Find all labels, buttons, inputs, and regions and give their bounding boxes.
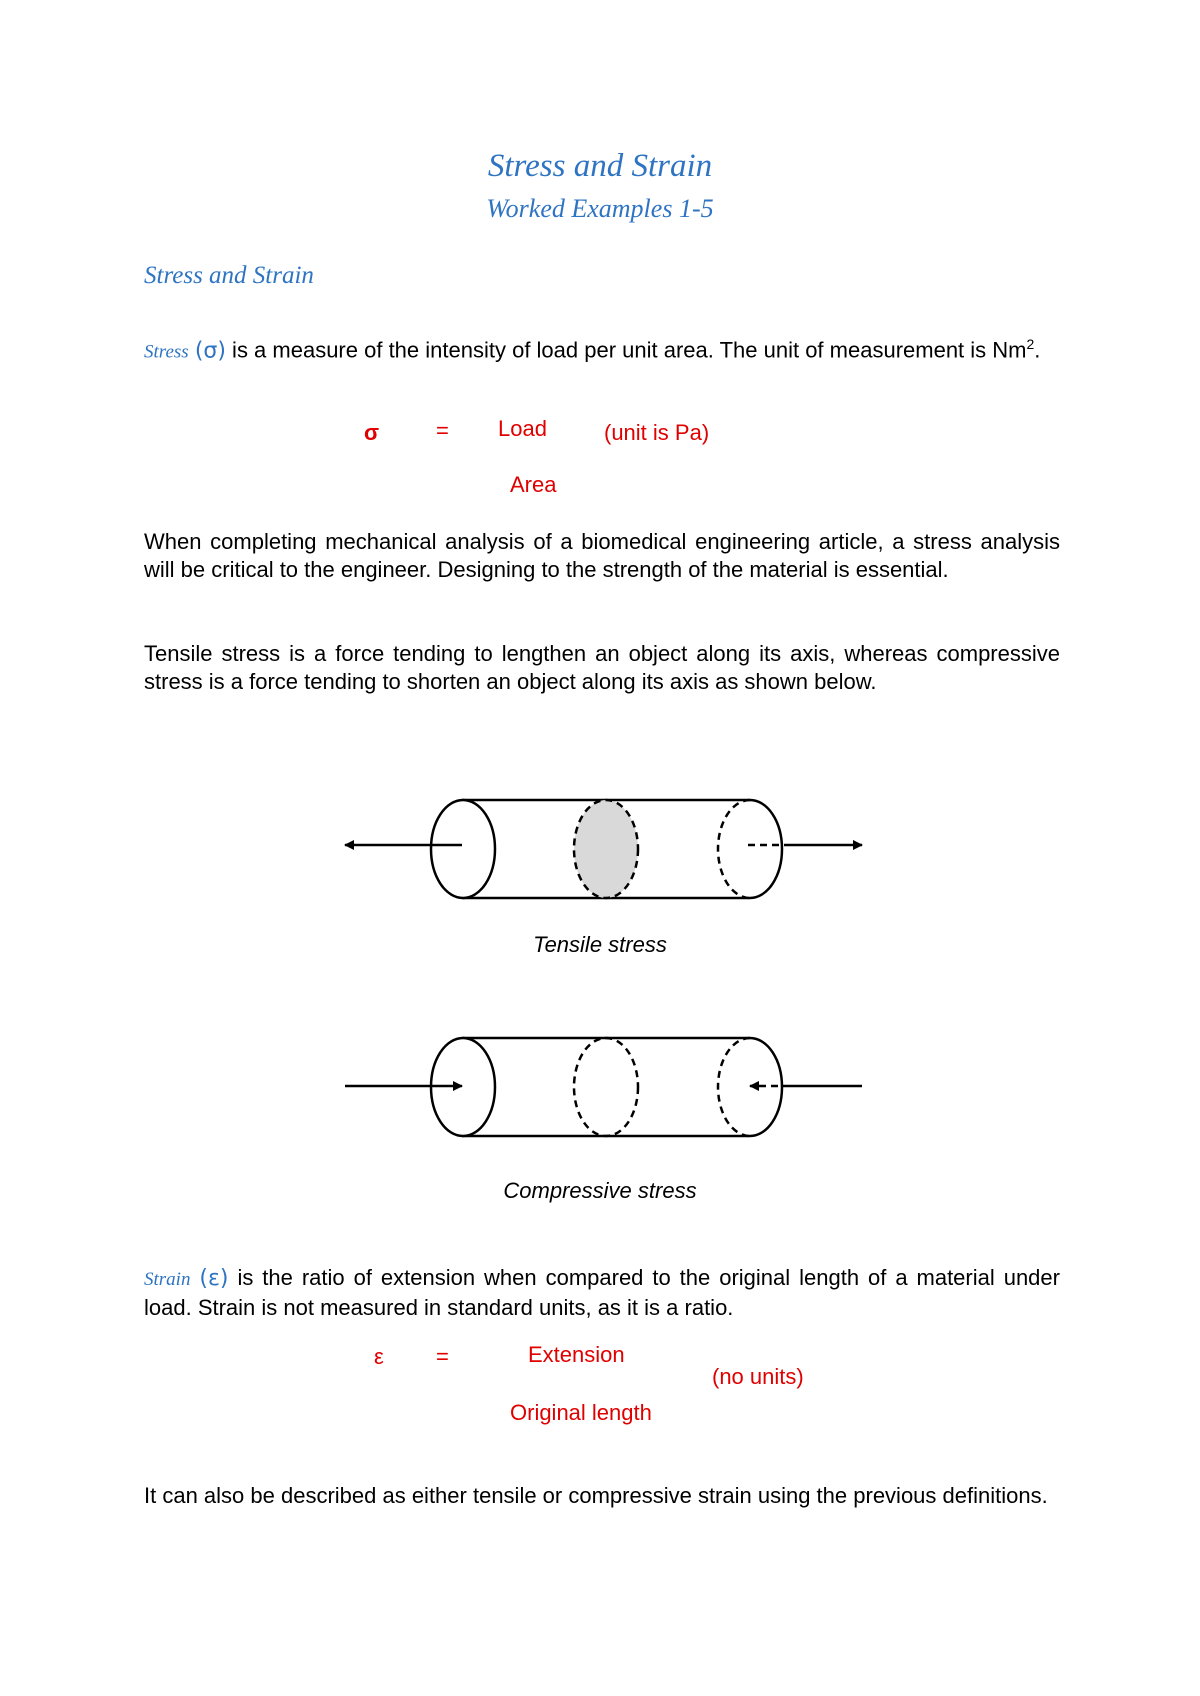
stress-formula-numerator: Load <box>498 416 547 441</box>
stress-definition-text: is a measure of the intensity of load per unit area. The unit of measurement is Nm <box>225 337 1027 363</box>
document-subtitle: Worked Examples 1-5 <box>486 194 714 223</box>
compressive-stress-diagram <box>0 1020 1200 1160</box>
stress-definition-paragraph <box>144 330 1060 366</box>
stress-definition-end: . <box>1034 337 1041 363</box>
strain-formula-symbol: ε <box>374 1344 384 1369</box>
analysis-paragraph: When completing mechanical analysis of a biomedical engineering article, a stress analysis will be critical to the engineer. Designing to the strength of the material is essential. <box>144 529 1060 582</box>
strain-symbol: (ε) <box>199 1266 229 1291</box>
strain-formula-equals: = <box>436 1344 449 1369</box>
strain-formula-denominator: Original length <box>510 1400 652 1425</box>
strain-term: Strain <box>144 1269 191 1290</box>
closing-paragraph: It can also be described as either tensile or compressive strain using the previous definitions. <box>144 1483 1048 1508</box>
unit-superscript: 2 <box>1026 336 1035 352</box>
cross-section-outline <box>574 1038 638 1136</box>
cylinder-right-hidden-face <box>718 800 750 898</box>
strain-formula-unit: (no units) <box>712 1364 804 1389</box>
strain-definition-paragraph <box>144 1264 1060 1322</box>
strain-formula-numerator: Extension <box>528 1342 625 1367</box>
cylinder-right-end <box>750 800 782 898</box>
stress-term: Stress <box>144 341 189 363</box>
strain-definition-text: is the ratio of extension when compared to the original length of a material under load. Strain is not measured in standard units, as it is a ratio. <box>144 1265 1060 1320</box>
tensile-compressive-paragraph: Tensile stress is a force tending to lengthen an object along its axis, whereas compressive stress is a force tending to shorten an object along its axis as shown below. <box>144 641 1060 694</box>
section-heading: Stress and Strain <box>144 262 314 289</box>
stress-formula-unit: (unit is Pa) <box>604 420 710 445</box>
tensile-stress-caption: Tensile stress <box>533 932 667 957</box>
stress-symbol: (σ) <box>194 338 226 364</box>
stress-formula-symbol: σ <box>364 420 380 445</box>
cylinder-left-face <box>431 800 495 898</box>
cross-section-shaded <box>574 800 638 898</box>
stress-formula-equals: = <box>436 418 449 443</box>
cylinder-right-hidden-face <box>718 1038 750 1136</box>
document-title: Stress and Strain <box>487 148 713 184</box>
stress-formula-denominator: Area <box>510 472 557 497</box>
compressive-stress-caption: Compressive stress <box>503 1178 697 1203</box>
tensile-stress-diagram <box>0 780 1200 920</box>
